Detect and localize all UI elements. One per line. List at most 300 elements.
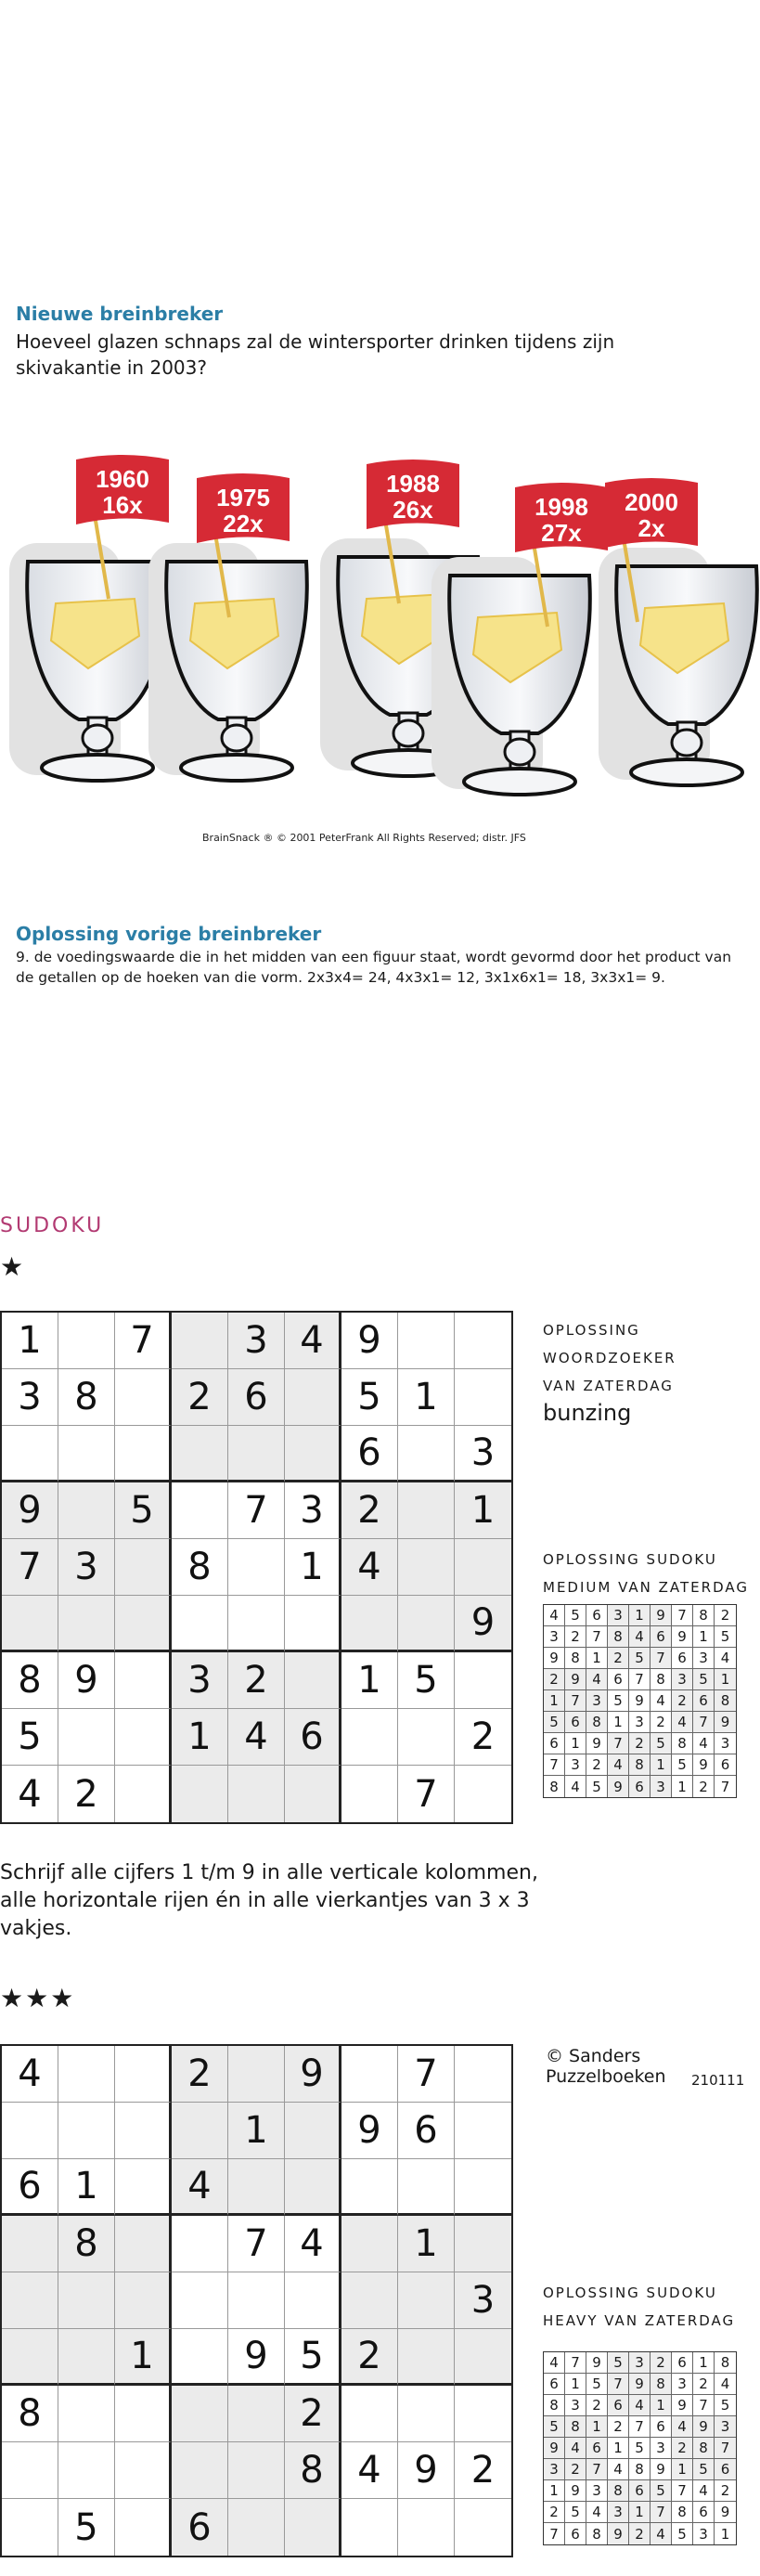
sudoku-cell <box>228 2272 285 2329</box>
sudoku-cell: 2 <box>172 1369 228 1426</box>
sudoku-cell <box>172 2329 228 2386</box>
solution-cell: 2 <box>629 2523 651 2544</box>
solution-cell: 9 <box>693 2416 715 2438</box>
solution-cell: 2 <box>586 2395 608 2416</box>
solution-cell: 2 <box>565 1626 586 1648</box>
sudoku-cell: 1 <box>115 2329 172 2386</box>
solution-cell: 9 <box>565 2480 586 2502</box>
solution-cell: 1 <box>672 2459 693 2480</box>
sudoku-cell <box>341 2046 398 2103</box>
solution-cell: 9 <box>544 1648 565 1669</box>
heavy-label-1: OPLOSSING SUDOKU <box>543 2285 717 2301</box>
solution-cell: 7 <box>651 1648 672 1669</box>
solution-cell: 7 <box>693 1712 715 1733</box>
flag-year: 2000 <box>625 488 678 516</box>
solution-cell: 4 <box>693 1733 715 1754</box>
sudoku-cell: 4 <box>341 1539 398 1596</box>
sudoku-cell: 1 <box>172 1709 228 1766</box>
sudoku-cell <box>398 2499 455 2556</box>
flag-count: 16x <box>102 491 143 519</box>
solution-cell: 1 <box>586 1648 608 1669</box>
sudoku-cell <box>455 2159 511 2216</box>
solution-cell: 8 <box>651 1669 672 1690</box>
sudoku-cell <box>398 1482 455 1539</box>
illustration-credit: BrainSnack ® © 2001 PeterFrank All Rights Reserved; distr. JFS <box>202 832 526 844</box>
sudoku-cell <box>398 2159 455 2216</box>
solution-cell: 9 <box>715 2502 736 2523</box>
sudoku-grid-easy <box>0 1311 513 1824</box>
sudoku-cell <box>455 2386 511 2442</box>
solution-cell: 3 <box>715 2416 736 2438</box>
word-search-label-1: OPLOSSING <box>543 1322 640 1339</box>
word-search-solution <box>543 1316 676 1426</box>
sudoku-cell <box>115 1539 172 1596</box>
sudoku-cell <box>172 2103 228 2159</box>
sudoku-cell <box>341 2272 398 2329</box>
sudoku-cell: 4 <box>2 1766 58 1822</box>
sudoku-cell: 8 <box>58 2216 115 2272</box>
sudoku-cell: 1 <box>228 2103 285 2159</box>
sudoku-cell: 9 <box>398 2442 455 2499</box>
solution-cell: 7 <box>651 2502 672 2523</box>
solution-cell: 8 <box>608 2480 629 2502</box>
sudoku-cell <box>285 1369 341 1426</box>
solution-cell: 8 <box>672 2502 693 2523</box>
sudoku-cell: 3 <box>172 1652 228 1709</box>
sudoku-cell: 7 <box>398 2046 455 2103</box>
solution-cell: 7 <box>715 2438 736 2459</box>
sudoku-cell: 8 <box>2 1652 58 1709</box>
solution-cell: 3 <box>608 1605 629 1626</box>
sudoku-cell <box>455 2499 511 2556</box>
brainteaser-title: Nieuwe breinbreker <box>16 303 224 325</box>
sudoku-cell <box>455 1539 511 1596</box>
flag-year: 1960 <box>96 465 149 493</box>
solution-cell: 8 <box>629 1754 651 1776</box>
sudoku-cell <box>285 1426 341 1482</box>
solution-cell: 8 <box>586 1712 608 1733</box>
solution-cell: 5 <box>715 1626 736 1648</box>
solution-cell: 7 <box>608 1733 629 1754</box>
sudoku-cell <box>115 1369 172 1426</box>
sudoku-cell <box>228 2499 285 2556</box>
sudoku-cell: 9 <box>455 1596 511 1652</box>
solution-cell: 9 <box>672 1626 693 1648</box>
sudoku-cell: 9 <box>341 2103 398 2159</box>
sudoku-cell <box>172 2272 228 2329</box>
solution-cell: 6 <box>544 1733 565 1754</box>
solution-cell: 9 <box>586 2352 608 2374</box>
sudoku-cell: 1 <box>58 2159 115 2216</box>
sudoku-cell <box>2 1596 58 1652</box>
solution-cell: 3 <box>608 2502 629 2523</box>
sudoku-cell <box>58 2046 115 2103</box>
solution-cell: 4 <box>608 1754 629 1776</box>
solution-cell: 8 <box>651 2374 672 2395</box>
brainteaser-question: Hoeveel glazen schnaps zal de wintersporter drinken tijdens zijn skivakantie in 2003? <box>16 330 615 379</box>
solution-cell: 2 <box>544 1669 565 1690</box>
sudoku-cell <box>341 1766 398 1822</box>
sudoku-cell <box>341 2159 398 2216</box>
sudoku-cell: 1 <box>285 1539 341 1596</box>
solution-cell: 8 <box>544 2395 565 2416</box>
schnaps-glasses-illustration <box>0 436 760 826</box>
solution-cell: 8 <box>693 2438 715 2459</box>
solution-cell: 6 <box>565 1712 586 1733</box>
medium-label-2: MEDIUM VAN ZATERDAG <box>543 1579 749 1596</box>
solution-cell: 8 <box>565 2416 586 2438</box>
flag-count: 2x <box>638 514 665 542</box>
solution-cell: 8 <box>565 1648 586 1669</box>
heavy-solution-label <box>543 2279 735 2335</box>
solution-cell: 3 <box>586 1690 608 1712</box>
solution-cell: 4 <box>565 1776 586 1797</box>
sudoku-cell <box>2 2329 58 2386</box>
sudoku-cell <box>58 1482 115 1539</box>
sudoku-cell: 6 <box>228 1369 285 1426</box>
solution-cell: 1 <box>672 1776 693 1797</box>
solution-cell: 3 <box>651 1776 672 1797</box>
solution-cell: 7 <box>565 1690 586 1712</box>
solution-cell: 6 <box>715 2459 736 2480</box>
solution-cell: 2 <box>715 2480 736 2502</box>
solution-cell: 8 <box>715 2352 736 2374</box>
solution-cell: 7 <box>608 2374 629 2395</box>
solution-cell: 2 <box>629 1733 651 1754</box>
solution-cell: 3 <box>672 2374 693 2395</box>
sudoku-cell <box>228 2159 285 2216</box>
solution-cell: 5 <box>715 2395 736 2416</box>
solution-cell: 1 <box>565 2374 586 2395</box>
flag-year: 1988 <box>386 470 440 498</box>
previous-solution-text: 9. de voedingswaarde die in het midden van een figuur staat, wordt gevormd door het product van de getallen op de hoeken van die vorm. 2x3x4= 24, 4x3x1= 12, 3x1x6x1= 18, 3x3x1= 9. <box>16 949 732 986</box>
sudoku-cell: 7 <box>115 1313 172 1369</box>
sudoku-cell: 3 <box>2 1369 58 1426</box>
solution-cell: 6 <box>608 2395 629 2416</box>
solution-cell: 2 <box>586 1754 608 1776</box>
solution-cell: 5 <box>651 1733 672 1754</box>
solution-cell: 3 <box>693 2523 715 2544</box>
solution-cell: 6 <box>672 2352 693 2374</box>
sudoku-cell: 2 <box>455 1709 511 1766</box>
sudoku-cell <box>2 2103 58 2159</box>
solution-cell: 4 <box>629 1626 651 1648</box>
sudoku-cell: 9 <box>2 1482 58 1539</box>
solution-cell: 5 <box>544 1712 565 1733</box>
solution-cell: 9 <box>693 1754 715 1776</box>
solution-cell: 9 <box>629 1690 651 1712</box>
sudoku-cell <box>115 2272 172 2329</box>
solution-cell: 2 <box>565 2459 586 2480</box>
solution-cell: 4 <box>629 2395 651 2416</box>
solution-cell: 6 <box>544 2374 565 2395</box>
sudoku-cell <box>115 2442 172 2499</box>
sudoku-cell <box>398 1426 455 1482</box>
sudoku-cell <box>228 2046 285 2103</box>
sudoku-cell: 5 <box>58 2499 115 2556</box>
solution-cell: 2 <box>608 1648 629 1669</box>
sudoku-cell: 8 <box>58 1369 115 1426</box>
sudoku-cell <box>115 2386 172 2442</box>
solution-cell: 5 <box>693 1669 715 1690</box>
sudoku-cell <box>455 1652 511 1709</box>
solution-cell: 2 <box>651 2352 672 2374</box>
solution-cell: 9 <box>651 1605 672 1626</box>
solution-cell: 4 <box>715 1648 736 1669</box>
solution-cell: 8 <box>544 1776 565 1797</box>
sudoku-cell: 1 <box>398 2216 455 2272</box>
sudoku-cell: 2 <box>58 1766 115 1822</box>
solution-cell: 3 <box>672 1669 693 1690</box>
schnaps-glass <box>148 543 307 781</box>
sudoku-cell: 2 <box>341 2329 398 2386</box>
sudoku-cell <box>455 2103 511 2159</box>
sudoku-cell: 8 <box>172 1539 228 1596</box>
sudoku-cell <box>115 2499 172 2556</box>
sudoku-cell <box>115 2216 172 2272</box>
schnaps-glass <box>9 543 168 781</box>
sudoku-cell: 2 <box>228 1652 285 1709</box>
solution-cell: 6 <box>651 1626 672 1648</box>
sudoku-cell <box>58 2386 115 2442</box>
sudoku-cell: 6 <box>285 1709 341 1766</box>
solution-cell: 3 <box>544 2459 565 2480</box>
sudoku-cell <box>115 1709 172 1766</box>
solution-cell: 7 <box>693 2395 715 2416</box>
sudoku-cell <box>455 1313 511 1369</box>
flag-year: 1975 <box>216 484 270 511</box>
solution-cell: 3 <box>565 1754 586 1776</box>
solution-cell: 5 <box>672 1754 693 1776</box>
solution-cell: 4 <box>672 1712 693 1733</box>
solution-cell: 5 <box>629 2438 651 2459</box>
solution-cell: 6 <box>629 1776 651 1797</box>
puzzle-code: 210111 <box>691 2072 745 2089</box>
sudoku-cell: 9 <box>58 1652 115 1709</box>
medium-label-1: OPLOSSING SUDOKU <box>543 1551 717 1568</box>
sudoku-cell <box>172 1313 228 1369</box>
difficulty-stars-heavy: ★★★ <box>0 1983 76 2013</box>
solution-cell: 4 <box>651 2523 672 2544</box>
sudoku-cell <box>455 2329 511 2386</box>
sudoku-cell <box>398 2272 455 2329</box>
solution-cell: 1 <box>693 2352 715 2374</box>
solution-cell: 6 <box>608 1669 629 1690</box>
sudoku-cell: 7 <box>228 2216 285 2272</box>
solution-cell: 8 <box>693 1605 715 1626</box>
solution-cell: 3 <box>586 2480 608 2502</box>
solution-cell: 7 <box>565 2352 586 2374</box>
sudoku-cell <box>455 1369 511 1426</box>
solution-cell: 1 <box>544 2480 565 2502</box>
solution-cell: 9 <box>672 2395 693 2416</box>
solution-cell: 7 <box>586 1626 608 1648</box>
sudoku-cell: 5 <box>285 2329 341 2386</box>
word-search-answer: bunzing <box>543 1400 632 1426</box>
solution-cell: 1 <box>715 1669 736 1690</box>
solution-cell: 4 <box>544 1605 565 1626</box>
solution-cell: 3 <box>715 1733 736 1754</box>
sudoku-cell <box>2 1426 58 1482</box>
sudoku-cell: 3 <box>58 1539 115 1596</box>
sudoku-cell <box>2 2272 58 2329</box>
sudoku-cell <box>398 1313 455 1369</box>
sudoku-cell <box>58 1426 115 1482</box>
solution-cell: 1 <box>629 1605 651 1626</box>
sudoku-cell: 5 <box>2 1709 58 1766</box>
sudoku-cell: 8 <box>285 2442 341 2499</box>
sudoku-cell <box>115 1426 172 1482</box>
sudoku-cell <box>398 1539 455 1596</box>
sudoku-cell <box>228 1426 285 1482</box>
sudoku-cell <box>172 2442 228 2499</box>
sudoku-cell <box>398 2329 455 2386</box>
sudoku-cell <box>398 2386 455 2442</box>
solution-cell: 1 <box>565 1733 586 1754</box>
sudoku-cell <box>58 2103 115 2159</box>
sudoku-cell <box>172 1766 228 1822</box>
solution-cell: 1 <box>720 2525 730 2543</box>
flag-year: 1998 <box>535 493 588 521</box>
solution-cell: 1 <box>651 2395 672 2416</box>
solution-cell: 8 <box>629 2459 651 2480</box>
solution-cell: 1 <box>693 1626 715 1648</box>
heavy-solution-grid <box>543 2351 737 2545</box>
sudoku-cell: 2 <box>455 2442 511 2499</box>
sudoku-cell: 5 <box>398 1652 455 1709</box>
sudoku-cell: 4 <box>228 1709 285 1766</box>
solution-cell: 5 <box>586 1776 608 1797</box>
sudoku-cell: 7 <box>2 1539 58 1596</box>
copyright: © Sanders Puzzelboeken <box>546 2046 666 2087</box>
sudoku-cell <box>228 2442 285 2499</box>
heavy-label-2: HEAVY VAN ZATERDAG <box>543 2312 736 2329</box>
sudoku-cell <box>455 1766 511 1822</box>
solution-cell: 1 <box>629 2502 651 2523</box>
solution-cell: 7 <box>629 1669 651 1690</box>
solution-cell: 2 <box>693 2374 715 2395</box>
solution-cell: 1 <box>586 2416 608 2438</box>
sudoku-cell <box>228 1766 285 1822</box>
solution-cell: 7 <box>586 2459 608 2480</box>
sudoku-cell: 2 <box>341 1482 398 1539</box>
sudoku-cell <box>285 2499 341 2556</box>
flag-count: 27x <box>541 519 582 547</box>
solution-cell: 4 <box>586 2502 608 2523</box>
sudoku-cell <box>172 1482 228 1539</box>
sudoku-cell: 6 <box>398 2103 455 2159</box>
sudoku-cell: 7 <box>398 1766 455 1822</box>
sudoku-cell <box>115 2159 172 2216</box>
sudoku-cell <box>2 2499 58 2556</box>
solution-cell: 5 <box>608 1690 629 1712</box>
solution-cell: 3 <box>693 1648 715 1669</box>
solution-cell: 6 <box>651 2416 672 2438</box>
sudoku-cell: 1 <box>398 1369 455 1426</box>
solution-cell: 5 <box>544 2416 565 2438</box>
sudoku-cell <box>228 1596 285 1652</box>
solution-cell: 6 <box>715 1754 736 1776</box>
flag-count: 22x <box>223 510 264 537</box>
solution-cell: 4 <box>586 1669 608 1690</box>
solution-cell: 2 <box>544 2502 565 2523</box>
solution-cell: 6 <box>565 2523 586 2544</box>
medium-solution-grid <box>543 1604 737 1798</box>
solution-cell: 2 <box>608 2416 629 2438</box>
solution-cell: 5 <box>629 1648 651 1669</box>
solution-cell: 6 <box>629 2480 651 2502</box>
word-search-label-2: WOORDZOEKER <box>543 1350 676 1366</box>
solution-cell: 9 <box>586 1733 608 1754</box>
solution-cell: 7 <box>672 1605 693 1626</box>
solution-cell: 4 <box>651 1690 672 1712</box>
solution-cell: 3 <box>651 2438 672 2459</box>
solution-cell: 4 <box>715 2374 736 2395</box>
sudoku-cell <box>115 2046 172 2103</box>
sudoku-cell: 2 <box>172 2046 228 2103</box>
sudoku-cell: 8 <box>2 2386 58 2442</box>
sudoku-cell <box>115 1596 172 1652</box>
sudoku-cell: 7 <box>228 1482 285 1539</box>
sudoku-cell: 5 <box>115 1482 172 1539</box>
sudoku-cell: 6 <box>341 1426 398 1482</box>
solution-cell: 7 <box>672 2480 693 2502</box>
sudoku-cell: 1 <box>2 1313 58 1369</box>
sudoku-cell: 9 <box>228 2329 285 2386</box>
sudoku-cell <box>228 1539 285 1596</box>
sudoku-cell: 6 <box>172 2499 228 2556</box>
solution-cell: 3 <box>629 2352 651 2374</box>
sudoku-cell <box>455 2216 511 2272</box>
solution-cell: 5 <box>651 2480 672 2502</box>
solution-cell: 9 <box>608 2523 629 2544</box>
sudoku-cell: 5 <box>341 1369 398 1426</box>
sudoku-cell: 1 <box>455 1482 511 1539</box>
solution-cell: 9 <box>629 2374 651 2395</box>
sudoku-cell <box>115 2103 172 2159</box>
sudoku-cell <box>341 2386 398 2442</box>
solution-cell: 5 <box>672 2523 693 2544</box>
sudoku-cell <box>285 2103 341 2159</box>
sudoku-cell: 3 <box>228 1313 285 1369</box>
medium-solution-label <box>543 1546 749 1601</box>
sudoku-cell: 9 <box>341 1313 398 1369</box>
solution-cell: 2 <box>715 1605 736 1626</box>
sudoku-cell <box>2 2216 58 2272</box>
sudoku-cell: 1 <box>341 1652 398 1709</box>
solution-cell: 7 <box>720 1778 730 1795</box>
solution-cell: 4 <box>672 2416 693 2438</box>
solution-cell: 9 <box>715 1712 736 1733</box>
sudoku-cell <box>285 1652 341 1709</box>
sudoku-cell <box>341 1596 398 1652</box>
sudoku-cell: 4 <box>285 2216 341 2272</box>
sudoku-cell <box>172 2216 228 2272</box>
flag-count: 26x <box>393 496 433 524</box>
solution-cell: 2 <box>693 1776 715 1797</box>
sudoku-cell <box>58 1313 115 1369</box>
solution-cell: 3 <box>565 2395 586 2416</box>
sudoku-cell <box>172 2386 228 2442</box>
solution-cell: 6 <box>586 1605 608 1626</box>
solution-cell: 2 <box>672 2438 693 2459</box>
sudoku-cell <box>58 2272 115 2329</box>
solution-cell: 4 <box>608 2459 629 2480</box>
sudoku-cell <box>398 1596 455 1652</box>
sudoku-cell <box>398 1709 455 1766</box>
solution-cell: 6 <box>672 1648 693 1669</box>
sudoku-title: SUDOKU <box>0 1214 105 1237</box>
